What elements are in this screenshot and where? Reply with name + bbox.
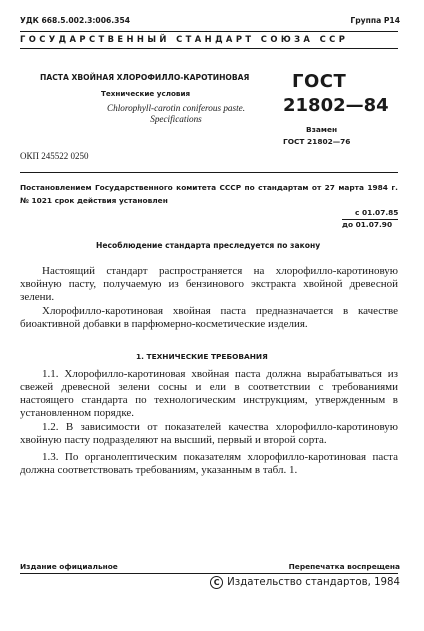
section-heading: 1. ТЕХНИЧЕСКИЕ ТРЕБОВАНИЯ bbox=[136, 352, 268, 361]
gost-label: ГОСТ bbox=[292, 71, 347, 92]
clause-1-1: 1.1. Хлорофилло-каротиновая хвойная паста должна вырабатываться из свежей древесной зелени сосны и ели в соответствии с требованиями настоящего стандарта по технологическим инструкциям, утвержденным в установленном порядке. bbox=[20, 368, 398, 419]
publisher-line bbox=[210, 576, 400, 589]
copyright-icon: C bbox=[210, 576, 223, 589]
noncompliance-notice: Несоблюдение стандарта преследуется по закону bbox=[96, 241, 321, 250]
decree-rule bbox=[20, 172, 398, 173]
document-subtitle: Технические условия bbox=[101, 89, 191, 98]
udk-code: УДК 668.5.002.3:006.354 bbox=[20, 16, 131, 25]
okp-code: ОКП 245522 0250 bbox=[20, 151, 89, 161]
decree-text: Постановлением Государственного комитета СССР по стандартам от 27 марта 1984 г. № 1021 срок действия установлен bbox=[20, 183, 398, 205]
paragraph-scope: Настоящий стандарт распространяется на хлорофилло-каротиновую хвойную пасту, получаемую из бензинового экстракта хвойной древесной зелени. bbox=[20, 265, 398, 303]
banner-rule bbox=[20, 48, 398, 49]
clause-1-2: 1.2. В зависимости от показателей качества хлорофилло-каротиновую хвойную пасту подразделяют на высший, первый и второй сорта. bbox=[20, 421, 398, 446]
gost-number: 21802—84 bbox=[283, 95, 389, 116]
top-rule bbox=[20, 31, 398, 32]
footer-rule bbox=[20, 573, 398, 574]
date-to: до 01.07.90 bbox=[342, 220, 393, 229]
paragraph-purpose: Хлорофилло-каротиновая хвойная паста предназначается в качестве биоактивной добавки в парфюмерно-косметические изделия. bbox=[20, 305, 398, 330]
official-edition: Издание официальное bbox=[20, 562, 118, 571]
group-code: Группа Р14 bbox=[350, 16, 400, 25]
state-standard-banner: ГОСУДАРСТВЕННЫЙ СТАНДАРТ СОЮЗА ССР bbox=[20, 34, 349, 44]
date-from: с 01.07.85 bbox=[355, 208, 399, 217]
document-title: ПАСТА ХВОЙНАЯ ХЛОРОФИЛЛО-КАРОТИНОВАЯ bbox=[40, 73, 250, 82]
reprint-prohibited: Перепечатка воспрещена bbox=[288, 562, 400, 571]
replaces-value: ГОСТ 21802—76 bbox=[283, 137, 351, 146]
english-title: Chlorophyll-carotin coniferous paste. Specifications bbox=[106, 103, 246, 124]
replaces-label: Взамен bbox=[306, 125, 338, 134]
publisher-text: Издательство стандартов, 1984 bbox=[227, 577, 400, 588]
clause-1-3: 1.3. По органолептическим показателям хлорофилло-каротиновая паста должна соответствовать требованиям, указанным в табл. 1. bbox=[20, 451, 398, 476]
